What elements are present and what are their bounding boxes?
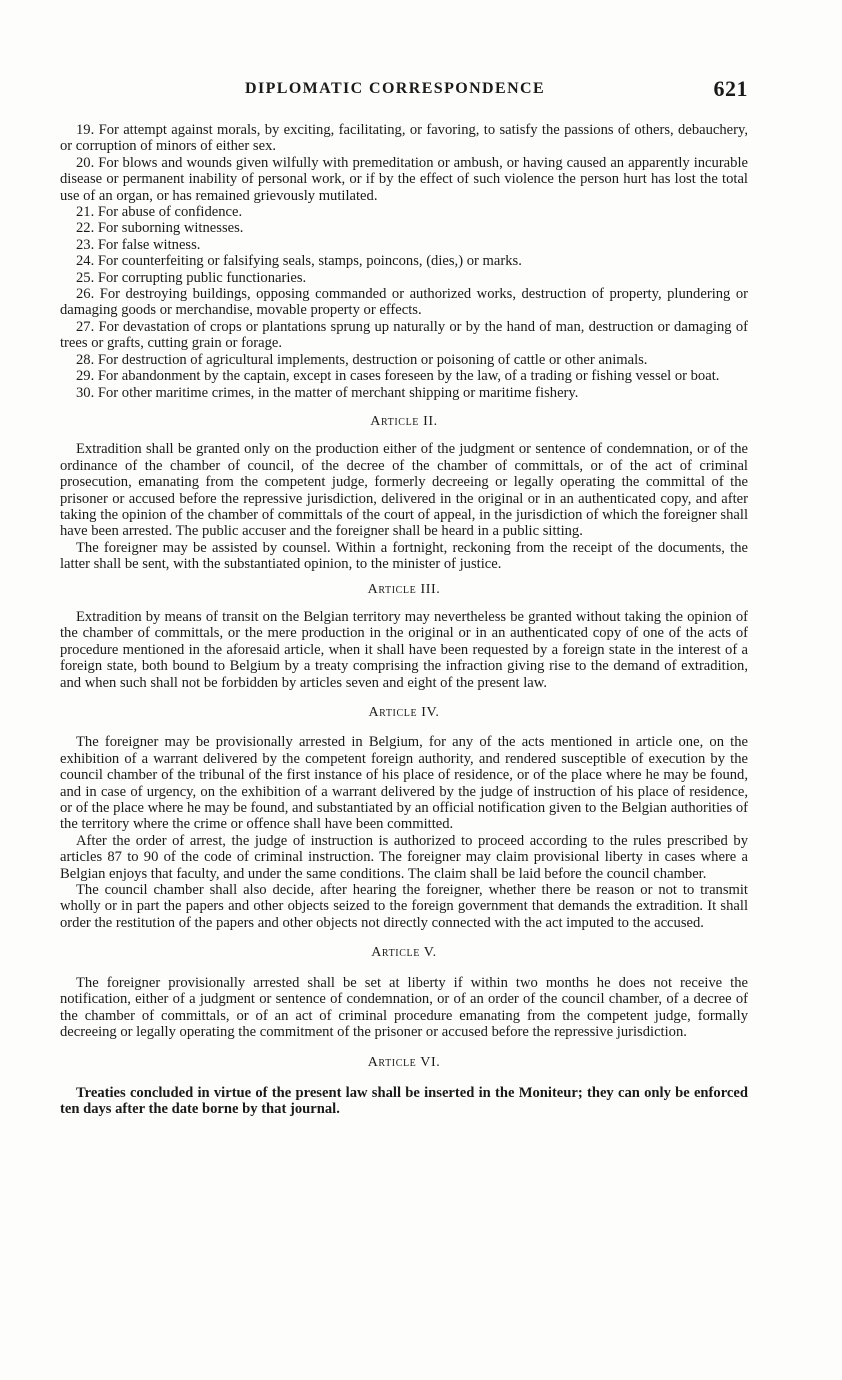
page-number: 621 bbox=[713, 76, 748, 101]
article-4 bbox=[60, 705, 748, 931]
list-item: 21. For abuse of confidence. bbox=[76, 204, 243, 221]
article-paragraph: The foreigner provisionally arrested shall be set at liberty if within two months he does not receive the notification, either of a judgment or sentence of condemnation, or of an order of the council chamber, of a decree of the chamber of committals, or of an act of criminal procedure emanating from the competent judge, formally decreeing or legally operating the commitment of the prisoner or accused before the repressive jurisdiction. bbox=[60, 974, 748, 1040]
running-title: DIPLOMATIC CORRESPONDENCE bbox=[245, 80, 546, 97]
list-item: 23. For false witness. bbox=[76, 236, 201, 253]
list-item: 19. For attempt against morals, by exciting, facilitating, or favoring, to satisfy the passions of others, debauchery, or corruption of minors of either sex. bbox=[60, 122, 748, 155]
list-item: 24. For counterfeiting or falsifying seals, stamps, poincons, (dies,) or marks. bbox=[76, 253, 522, 270]
list-item: 26. For destroying buildings, opposing commanded or authorized works, destruction of property, plundering or damaging goods or merchandise, movable property or effects. bbox=[60, 286, 748, 319]
list-item: 22. For suborning witnesses. bbox=[76, 220, 244, 237]
list-item: 27. For devastation of crops or plantations sprung up naturally or by the hand of man, destruction or damaging of trees or grafts, cutting grain or forage. bbox=[60, 318, 748, 352]
article-3 bbox=[60, 582, 748, 691]
article-paragraph: Treaties concluded in virtue of the present law shall be inserted in the Moniteur; they can only be enforced ten days after the date borne by that journal. bbox=[60, 1084, 748, 1118]
list-item: 20. For blows and wounds given wilfully with premeditation or ambush, or having caused an apparently incurable disease or permanent inability of personal work, or if by the effect of such violence the person hurt has lost the total use of an organ, or has remained grievously mutilated. bbox=[60, 154, 748, 204]
article-paragraph: Extradition by means of transit on the Belgian territory may nevertheless be granted without taking the opinion of the chamber of committals, or the mere production in the original or in an authenticated copy of one of the acts of procedure mentioned in the aforesaid article, when it shall have been requested by a foreign state in the interest of a foreign state, both bound to Belgium by a treaty comprising the infraction giving rise to the demand of extradition, and when such shall not be forbidden by articles seven and eight of the present law. bbox=[60, 608, 748, 691]
article-paragraph: The council chamber shall also decide, after hearing the foreigner, whether there be reason or not to transmit wholly or in part the papers and other objects seized to the foreign government that demands the extradition. It shall order the restitution of the papers and other objects not directly connected with the act imputed to the accused. bbox=[60, 882, 748, 931]
offence-list bbox=[60, 122, 748, 401]
list-item: 29. For abandonment by the captain, except in cases foreseen by the law, of a trading or fishing vessel or boat. bbox=[76, 368, 720, 385]
list-item: 30. For other maritime crimes, in the matter of merchant shipping or maritime fishery. bbox=[76, 384, 579, 401]
article-heading: Article II. bbox=[370, 413, 438, 429]
body-text bbox=[60, 122, 748, 1118]
article-heading: Article IV. bbox=[368, 705, 440, 720]
article-5 bbox=[60, 945, 748, 1040]
article-paragraph: Extradition shall be granted only on the production either of the judgment or sentence of condemnation, or of the ordinance of the chamber of council, of the decree of the chamber of committals, or of the act of criminal prosecution, emanating from the competent judge, formerly decreeing or legally operating the committal of the prisoner or accused before the repressive jurisdiction, delivered in the original or in an authenticated copy, and after taking the opinion of the chamber of committals of the court of appeal, in the jurisdiction of which the foreigner shall have been arrested. The public accuser and the foreigner shall be heard in a public sitting. bbox=[60, 441, 748, 540]
article-paragraph: After the order of arrest, the judge of instruction is authorized to proceed according to the rules prescribed by articles 87 to 90 of the code of criminal instruction. The foreigner may claim provisional liberty in cases where a Belgian enjoys that faculty, and under the same conditions. The claim shall be laid before the council chamber. bbox=[60, 832, 748, 882]
running-head bbox=[60, 78, 750, 104]
article-paragraph: The foreigner may be assisted by counsel. Within a fortnight, reckoning from the receipt of the documents, the latter shall be sent, with the substantiated opinion, to the minister of justice. bbox=[60, 539, 748, 573]
article-6 bbox=[60, 1055, 748, 1117]
list-item: 28. For destruction of agricultural implements, destruction or poisoning of cattle or other animals. bbox=[76, 351, 648, 368]
list-item: 25. For corrupting public functionaries. bbox=[76, 269, 307, 286]
article-heading: Article VI. bbox=[367, 1055, 441, 1071]
article-heading: Article III. bbox=[367, 581, 441, 597]
article-2 bbox=[60, 414, 748, 573]
article-heading: Article V. bbox=[371, 945, 437, 961]
article-paragraph: The foreigner may be provisionally arrested in Belgium, for any of the acts mentioned in article one, on the exhibition of a warrant delivered by the competent foreign authority, and rendered susceptible of execution by the council chamber of the tribunal of the first instance of his place of residence, or of the place where he may be found, and in case of urgency, on the exhibition of a warrant delivered by the judge of instruction of his place of residence, or of the place where he may be found, and substantiated by an official notification given to the Belgian authorities of the territory where the crime or offence shall have been committed. bbox=[60, 734, 748, 833]
